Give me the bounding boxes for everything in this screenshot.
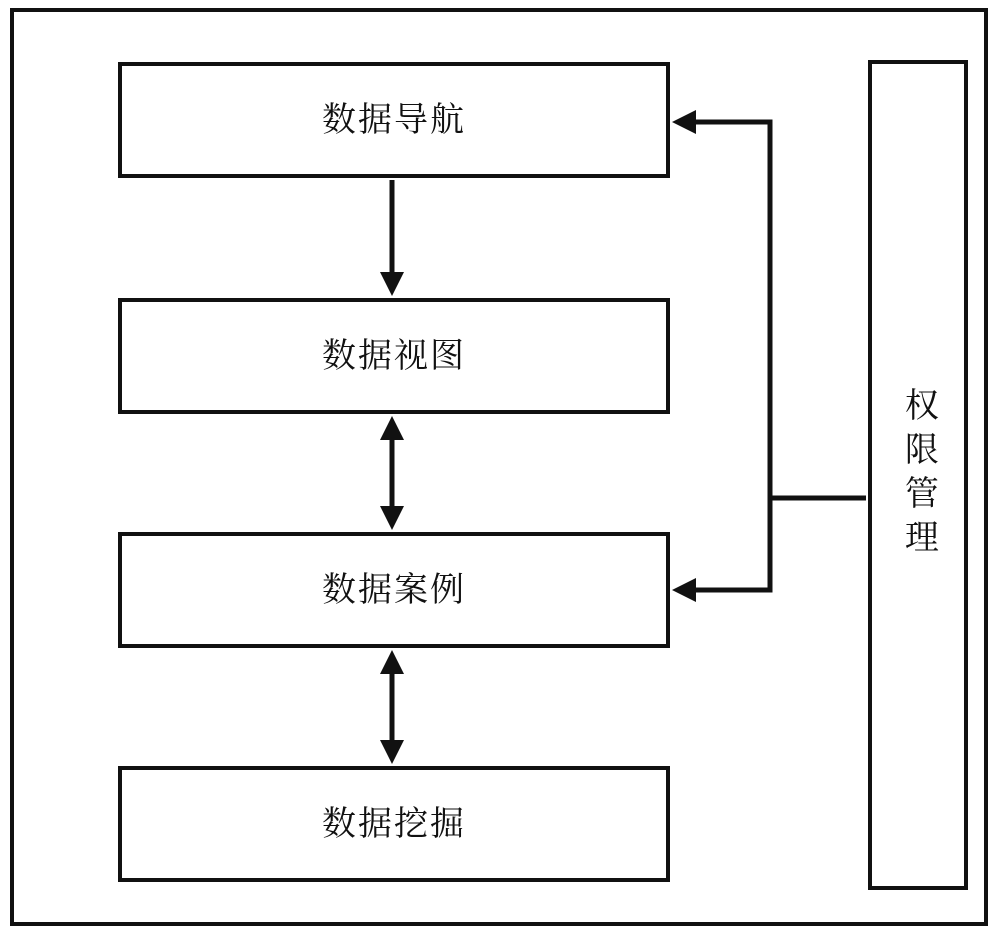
node-label: 数据案例 bbox=[322, 570, 466, 609]
node-label: 数据挖掘 bbox=[322, 804, 466, 843]
node-label: 数据视图 bbox=[322, 336, 466, 375]
node-label: 数据导航 bbox=[322, 100, 466, 139]
node-data-mining[interactable] bbox=[118, 766, 670, 882]
node-data-case[interactable] bbox=[118, 532, 670, 648]
node-label: 权限管理 bbox=[899, 387, 938, 563]
node-permission-management[interactable] bbox=[868, 60, 968, 890]
node-data-view[interactable] bbox=[118, 298, 670, 414]
node-data-navigation[interactable] bbox=[118, 62, 670, 178]
